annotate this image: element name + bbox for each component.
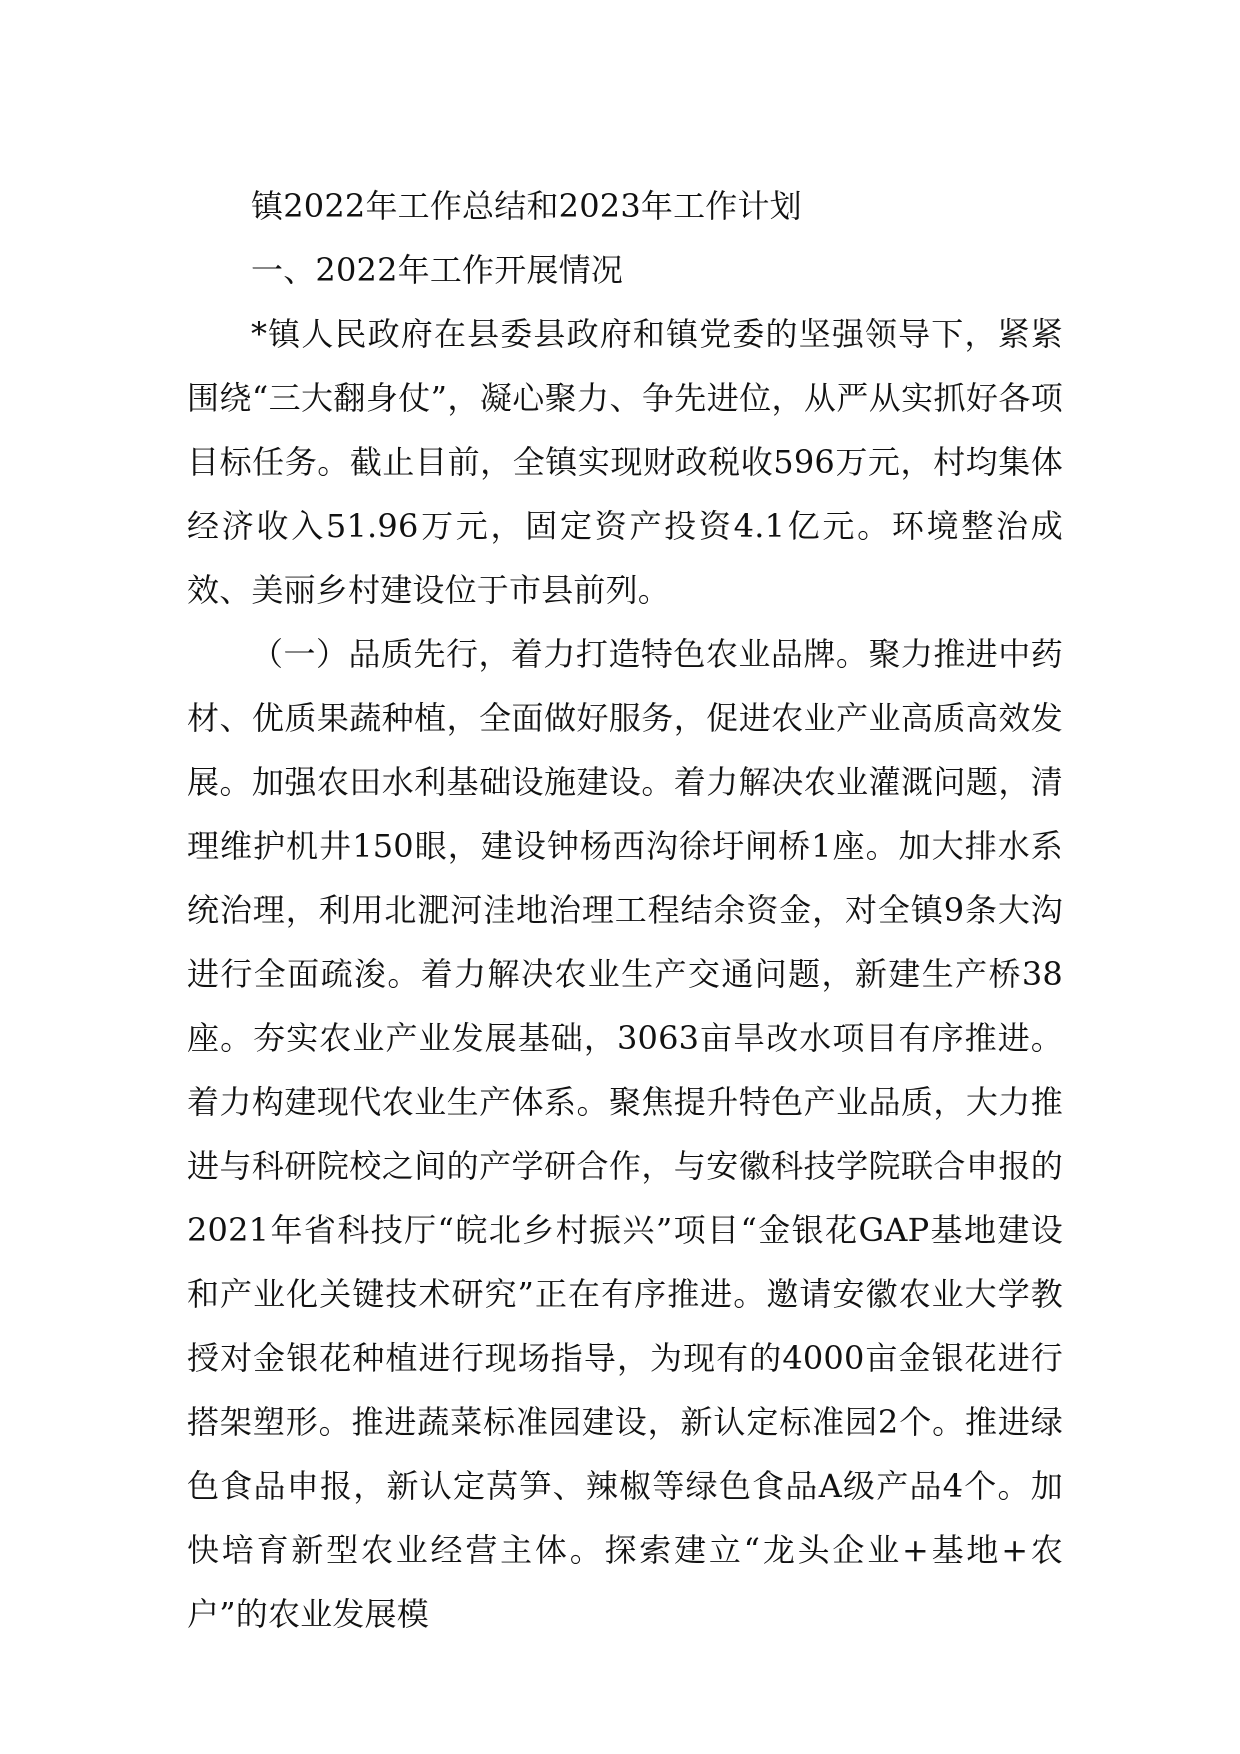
body-paragraph-summary: *镇人民政府在县委县政府和镇党委的坚强领导下，紧紧围绕“三大翻身仗”，凝心聚力、争先进位，从严从实抓好各项目标任务。截止目前，全镇实现财政税收596万元，村均集体经济收入51.96万元，固定资产投资4.1亿元。环境整治成效、美丽乡村建设位于市县前列。 bbox=[187, 315, 1063, 609]
document-title: 镇2022年工作总结和2023年工作计划 bbox=[251, 187, 802, 225]
section-heading: 一、2022年工作开展情况 bbox=[251, 251, 624, 289]
body-paragraph-agriculture: （一）品质先行，着力打造特色农业品牌。聚力推进中药材、优质果蔬种植，全面做好服务，促进农业产业高质高效发展。加强农田水利基础设施建设。着力解决农业灌溉问题，清理维护机井150眼，建设钟杨西沟徐圩闸桥1座。加大排水系统治理，利用北淝河洼地治理工程结余资金，对全镇9条大沟进行全面疏浚。着力解决农业生产交通问题，新建生产桥38座。夯实农业产业发展基础，3063亩旱改水项目有序推进。着力构建现代农业生产体系。聚焦提升特色产业品质，大力推进与科研院校之间的产学研合作，与安徽科技学院联合申报的2021年省科技厅“皖北乡村振兴”项目“金银花GAP基地建设和产业化关键技术研究”正在有序推进。邀请安徽农业大学教授对金银花种植进行现场指导，为现有的4000亩金银花进行搭架塑形。推进蔬菜标准园建设，新认定标准园2个。推进绿色食品申报，新认定莴笋、辣椒等绿色食品A级产品4个。加快培育新型农业经营主体。探索建立“龙头企业+基地+农户”的农业发展模 bbox=[187, 635, 1063, 1633]
document-body bbox=[187, 174, 1063, 1646]
